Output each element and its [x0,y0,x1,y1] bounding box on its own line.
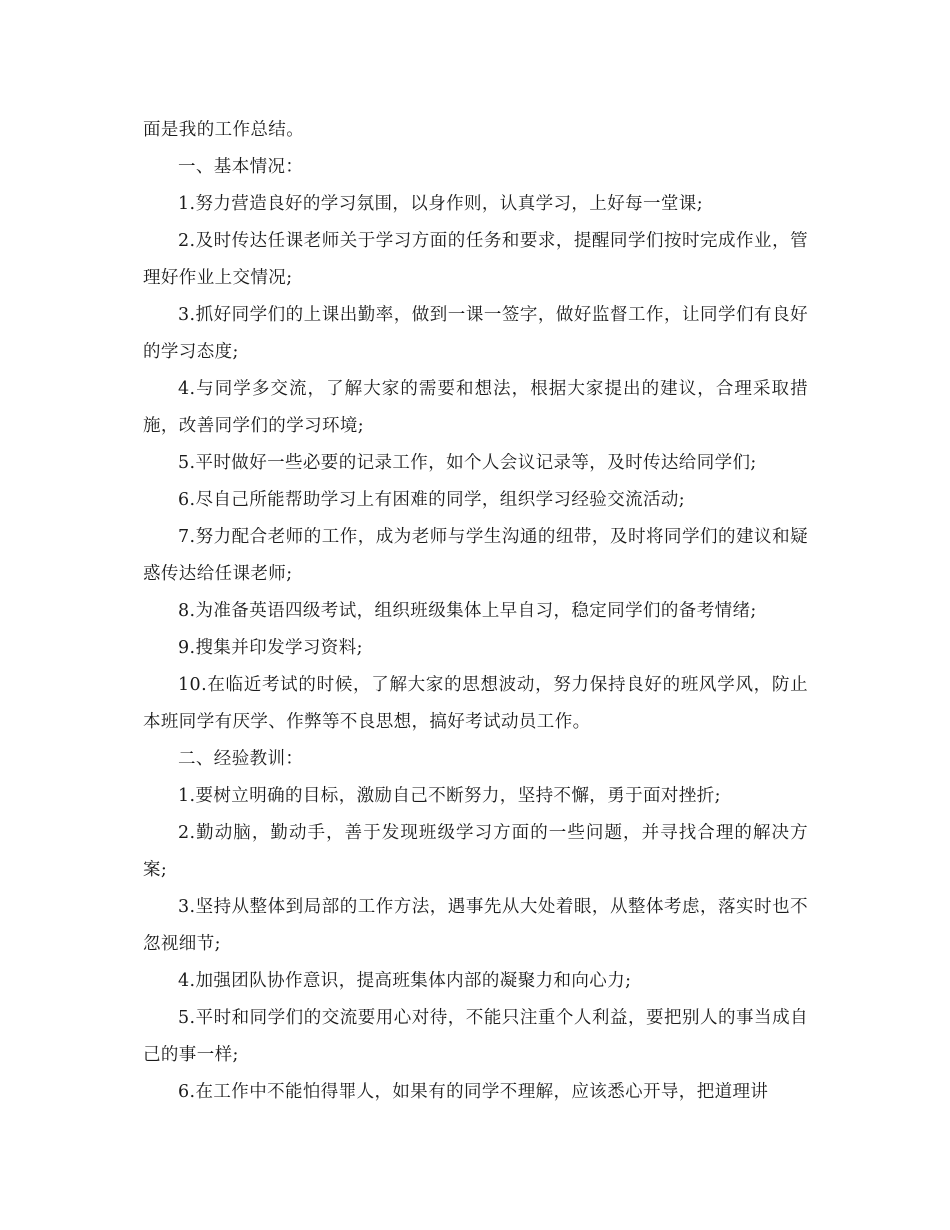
list-item: 4.加强团队协作意识，提高班集体内部的凝聚力和向心力; [178,971,632,991]
document-body [143,112,808,1111]
section-heading-basic-situation: 一、基本情况： [178,157,304,177]
list-item: 10.在临近考试的时候，了解大家的思想波动，努力保持良好的班风学风，防止本班同学有厌学、作弊等不良思想，搞好考试动员工作。 [143,675,808,732]
section-heading-lessons: 二、经验教训： [178,749,304,769]
list-item: 7.努力配合老师的工作，成为老师与学生沟通的纽带，及时将同学们的建议和疑惑传达给任课老师; [143,527,808,584]
paragraph-intro: 面是我的工作总结。 [143,120,305,140]
list-item: 8.为准备英语四级考试，组织班级集体上早自习，稳定同学们的备考情绪; [178,601,757,621]
list-item: 6.尽自己所能帮助学习上有困难的同学，组织学习经验交流活动; [178,490,686,510]
list-item: 4.与同学多交流，了解大家的需要和想法，根据大家提出的建议，合理采取措施，改善同学们的学习环境; [143,379,808,436]
list-item: 5.平时做好一些必要的记录工作，如个人会议记录等，及时传达给同学们; [178,453,757,473]
list-item: 3.抓好同学们的上课出勤率，做到一课一签字，做好监督工作，让同学们有良好的学习态度; [143,305,808,362]
list-item: 3.坚持从整体到局部的工作方法，遇事先从大处着眼，从整体考虑，落实时也不忽视细节; [143,897,808,954]
list-item: 1.努力营造良好的学习氛围，以身作则，认真学习，上好每一堂课; [178,194,703,214]
list-item: 2.勤动脑，勤动手，善于发现班级学习方面的一些问题，并寻找合理的解决方案; [143,823,808,880]
list-item: 6.在工作中不能怕得罪人，如果有的同学不理解，应该悉心开导，把道理讲 [178,1082,769,1102]
list-item: 2.及时传达任课老师关于学习方面的任务和要求，提醒同学们按时完成作业，管理好作业上交情况; [143,231,808,288]
list-item: 9.搜集并印发学习资料; [178,638,363,658]
list-item: 5.平时和同学们的交流要用心对待，不能只注重个人利益，要把别人的事当成自己的事一样; [143,1008,808,1065]
list-item: 1.要树立明确的目标，激励自己不断努力，坚持不懈，勇于面对挫折; [178,786,721,806]
